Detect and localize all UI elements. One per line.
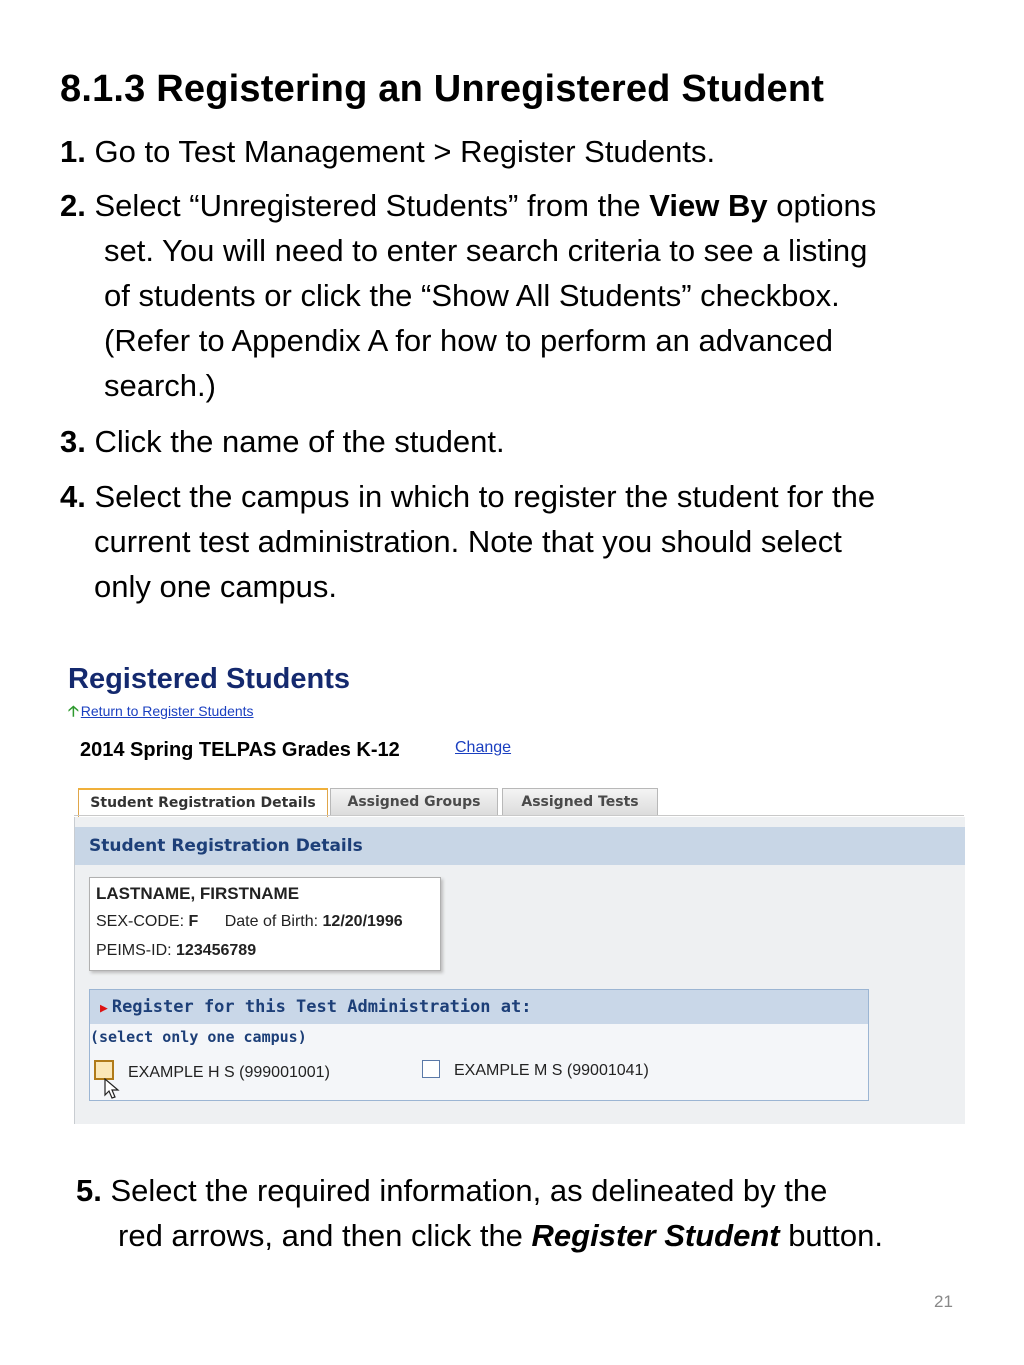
step-1 xyxy=(60,129,1000,174)
student-peims-row xyxy=(96,942,256,960)
step-number: 3. xyxy=(60,424,86,459)
slide-title: 8.1.3 Registering an Unregistered Student xyxy=(60,68,825,110)
step-number: 4. xyxy=(60,479,86,514)
registration-panel xyxy=(74,817,965,1124)
step-text: Select the required information, as delineated by the xyxy=(110,1173,828,1208)
step-text-line xyxy=(76,1213,1016,1258)
view-by-term: View By xyxy=(649,188,768,223)
campus-option-2[interactable] xyxy=(422,1060,649,1082)
step-text: options xyxy=(767,188,877,223)
step-text-line: only one campus. xyxy=(94,569,337,604)
student-name: LASTNAME, FIRSTNAME xyxy=(96,884,300,903)
tab-divider xyxy=(74,815,964,816)
peims-label: PEIMS-ID: xyxy=(96,942,172,959)
return-link-label: Return to Register Students xyxy=(80,703,254,719)
up-arrow-icon: 🡡 xyxy=(68,703,79,720)
sex-code-value: F xyxy=(188,913,199,930)
step-text-line: (Refer to Appendix A for how to perform an advanced xyxy=(104,323,833,358)
step-number: 2. xyxy=(60,188,86,223)
return-to-register-link[interactable] xyxy=(68,701,254,726)
step-3 xyxy=(60,419,1000,464)
step-number: 1. xyxy=(60,134,86,169)
step-4 xyxy=(60,474,1000,609)
step-text-line: search.) xyxy=(104,368,216,403)
dob-label: Date of Birth: xyxy=(224,913,319,930)
step-5 xyxy=(76,1168,1016,1258)
step-text: red arrows, and then click the xyxy=(118,1218,532,1253)
step-text: Select the campus in which to register the student for the xyxy=(94,479,876,514)
test-administration-name: 2014 Spring TELPAS Grades K-12 xyxy=(80,739,400,761)
student-info-card xyxy=(89,877,441,971)
step-text-line: of students or click the “Show All Students” checkbox. xyxy=(104,278,840,313)
campus-option-1[interactable] xyxy=(94,1060,330,1082)
register-hint: (select only one campus) xyxy=(90,1028,307,1046)
change-link[interactable]: Change xyxy=(455,739,512,756)
campus-label-1: EXAMPLE H S (999001001) xyxy=(128,1064,330,1081)
mouse-cursor-icon xyxy=(104,1078,122,1100)
step-number: 5. xyxy=(76,1173,102,1208)
step-text: button. xyxy=(779,1218,883,1253)
campus-checkbox-1[interactable] xyxy=(94,1060,114,1080)
register-student-term: Register Student xyxy=(531,1218,780,1253)
tab-assigned-tests[interactable]: Assigned Tests xyxy=(502,788,658,815)
step-text: Go to Test Management > Register Students. xyxy=(94,134,716,169)
register-campus-box xyxy=(89,989,869,1101)
registered-students-screenshot xyxy=(68,663,964,1125)
peims-value: 123456789 xyxy=(176,942,257,959)
registered-students-heading: Registered Students xyxy=(68,663,350,695)
panel-title: Student Registration Details xyxy=(75,827,965,865)
red-arrow-icon: ▶ xyxy=(100,1001,108,1016)
step-text-line: current test administration. Note that you should select xyxy=(94,524,842,559)
step-text-line: set. You will need to enter search criteria to see a listing xyxy=(104,233,868,268)
sex-code-label: SEX-CODE: xyxy=(96,913,185,930)
dob-value: 12/20/1996 xyxy=(322,913,403,930)
register-heading: Register for this Test Administration at: xyxy=(111,997,532,1017)
register-heading-bar xyxy=(90,990,868,1024)
tab-student-registration-details[interactable]: Student Registration Details xyxy=(78,788,328,817)
campus-checkbox-2[interactable] xyxy=(422,1060,440,1078)
step-2 xyxy=(60,183,1000,408)
campus-label-2: EXAMPLE M S (99001041) xyxy=(454,1062,649,1079)
student-sex-dob-row xyxy=(96,913,403,931)
page-number: 21 xyxy=(934,1292,953,1311)
step-text: Click the name of the student. xyxy=(94,424,505,459)
step-text: Select “Unregistered Students” from the xyxy=(94,188,650,223)
tab-assigned-groups[interactable]: Assigned Groups xyxy=(330,788,498,815)
